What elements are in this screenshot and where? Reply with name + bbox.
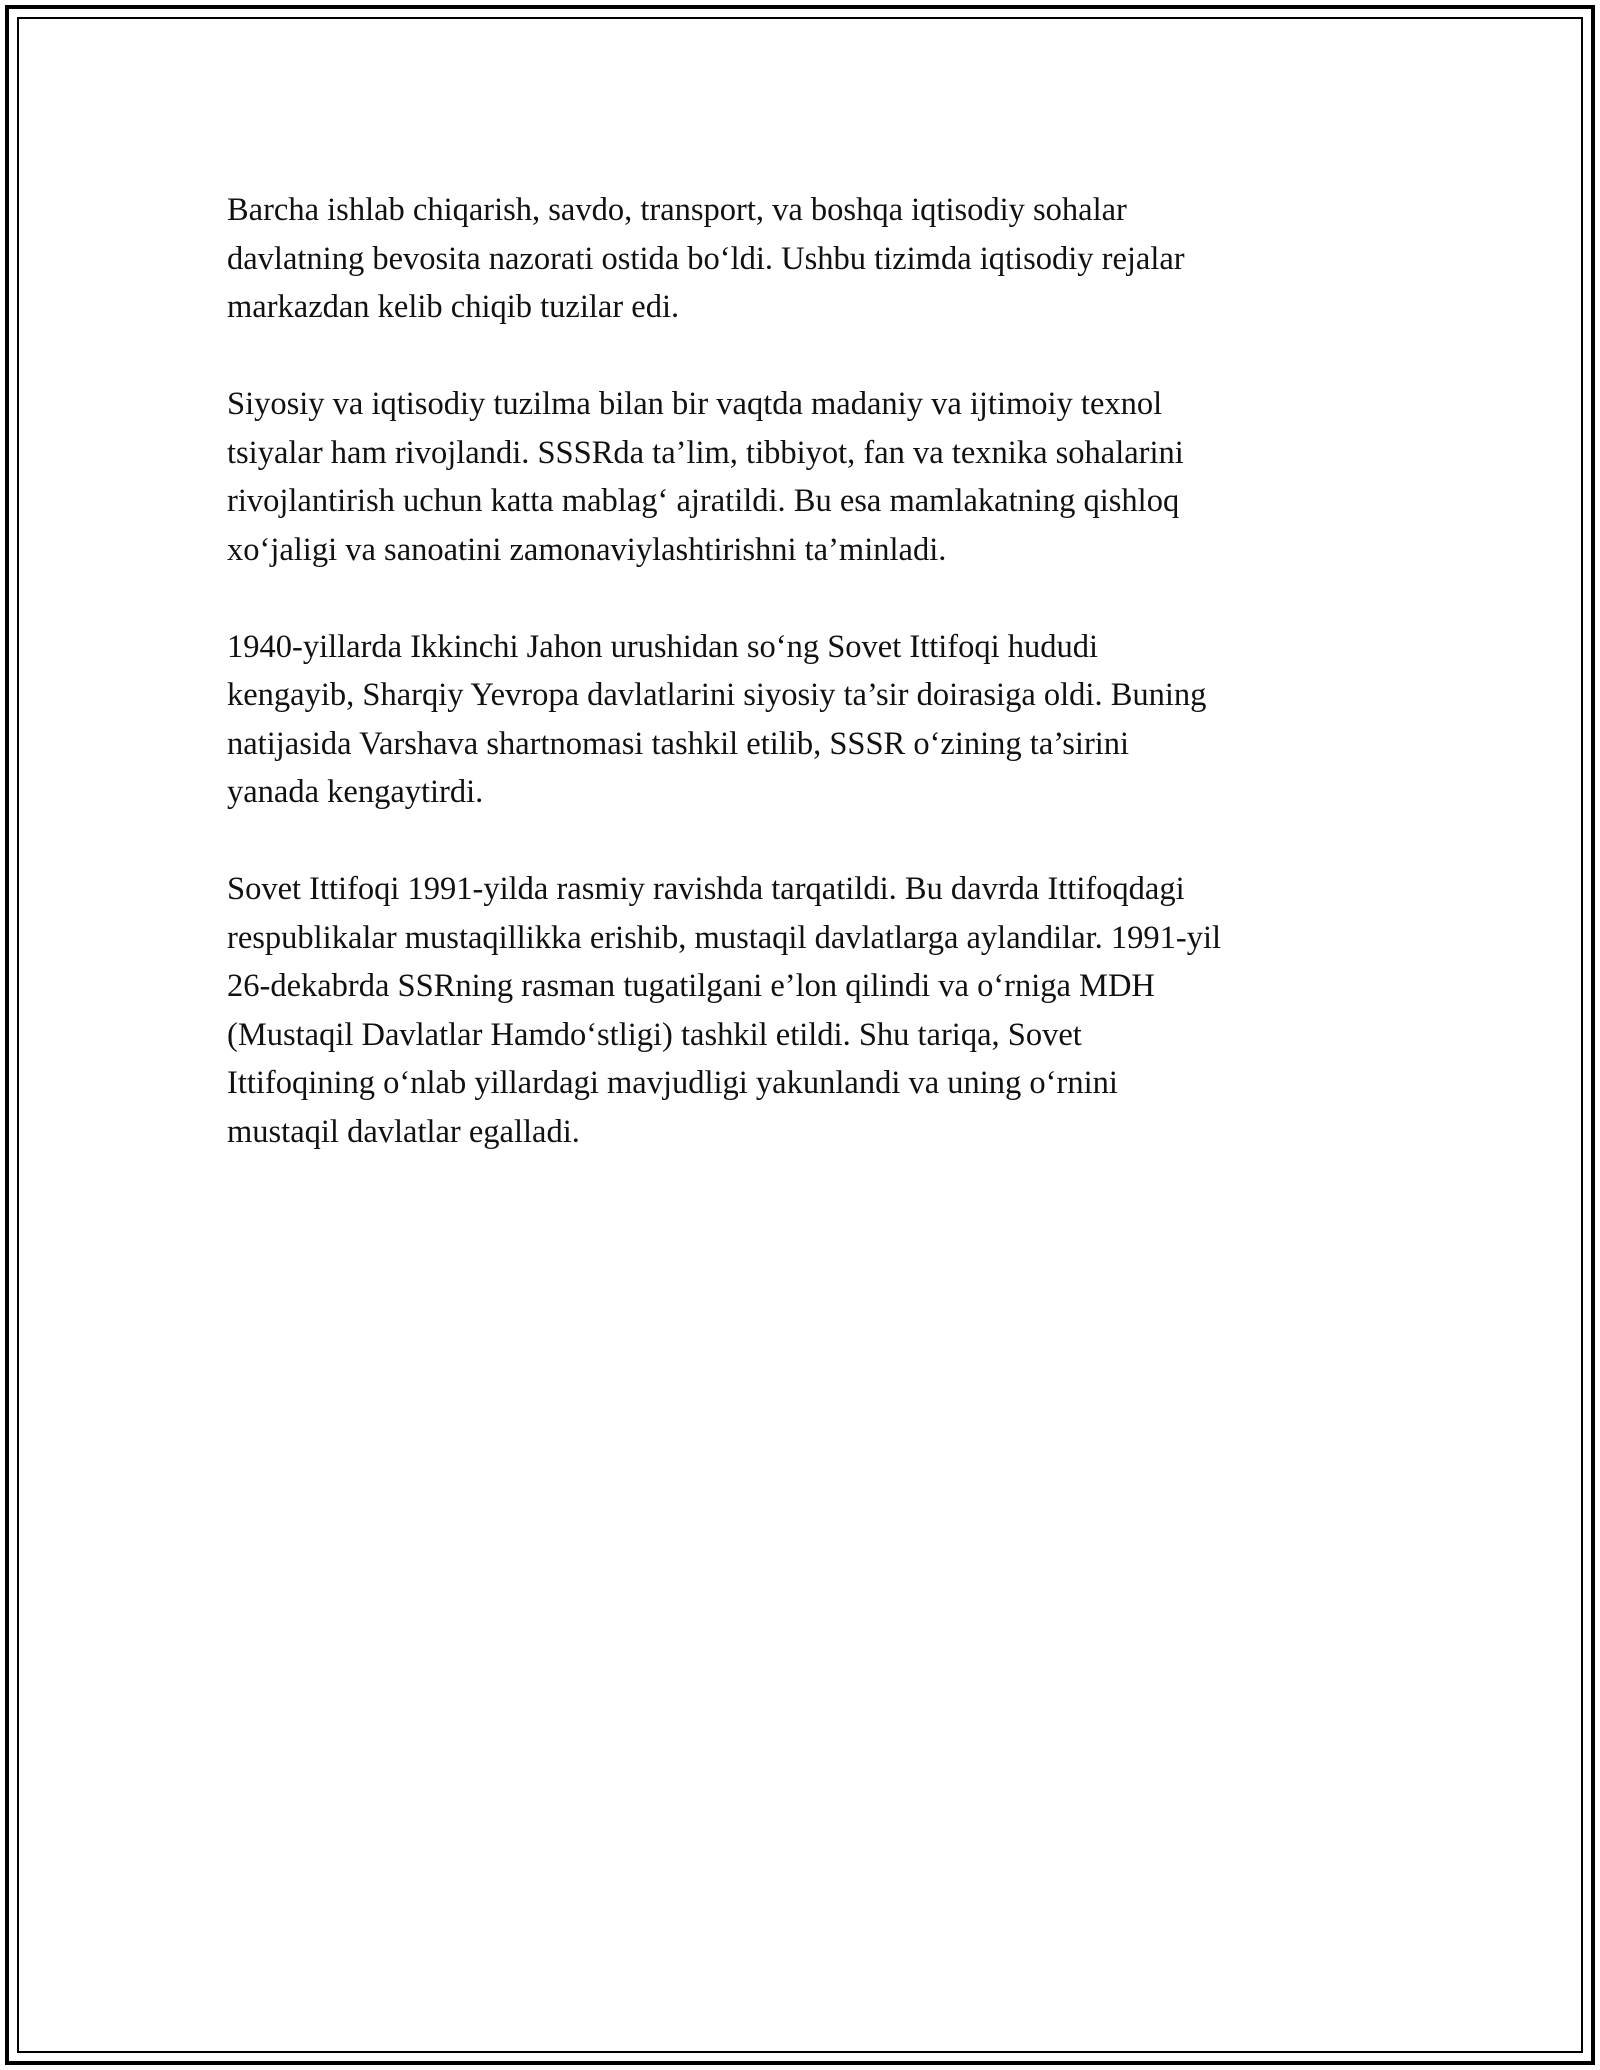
paragraph-2: Siyosiy va iqtisodiy tuzilma bilan bir vaqtda madaniy va ijtimoiy texnol tsiyalar ham rivojlandi. SSSRda ta’lim, tibbiyot, fan va texnika sohalarini rivojlantirish uchun katta mablag‘ ajratildi. Bu esa mamlakatning qishloq xo‘jaligi va sanoatini zamonaviylashtirishni ta’minladi. — [227, 386, 1184, 568]
paragraph-1: Barcha ishlab chiqarish, savdo, transport, va boshqa iqtisodiy sohalar davlatning bevosita nazorati ostida bo‘ldi. Ushbu tizimda iqtisodiy rejalar markazdan kelib chiqib tuzilar edi. — [227, 192, 1185, 325]
paragraph-4: Sovet Ittifoqi 1991-yilda rasmiy ravishda tarqatildi. Bu davrda Ittifoqdagi respublikalar mustaqillikka erishib, mustaqil davlatlarga aylandilar. 1991-yil 26-dekabrda SSRning rasman tugatilgani e’lon qilindi va o‘rniga MDH (Mustaqil Davlatlar Hamdo‘stligi) tashkil etildi. Shu tariqa, Sovet Ittifoqining o‘nlab yillardagi mavjudligi yakunlandi va uning o‘rnini mustaqil davlatlar egalladi. — [227, 871, 1222, 1150]
paragraph-3: 1940-yillarda Ikkinchi Jahon urushidan so‘ng Sovet Ittifoqi hududi kengayib, Sharqiy Yevropa davlatlarini siyosiy ta’sir doirasiga oldi. Buning natijasida Varshava shartnomasi tashkil etilib, SSSR o‘zining ta’sirini yanada kengaytirdi. — [227, 628, 1207, 810]
document-body — [227, 186, 1397, 1205]
